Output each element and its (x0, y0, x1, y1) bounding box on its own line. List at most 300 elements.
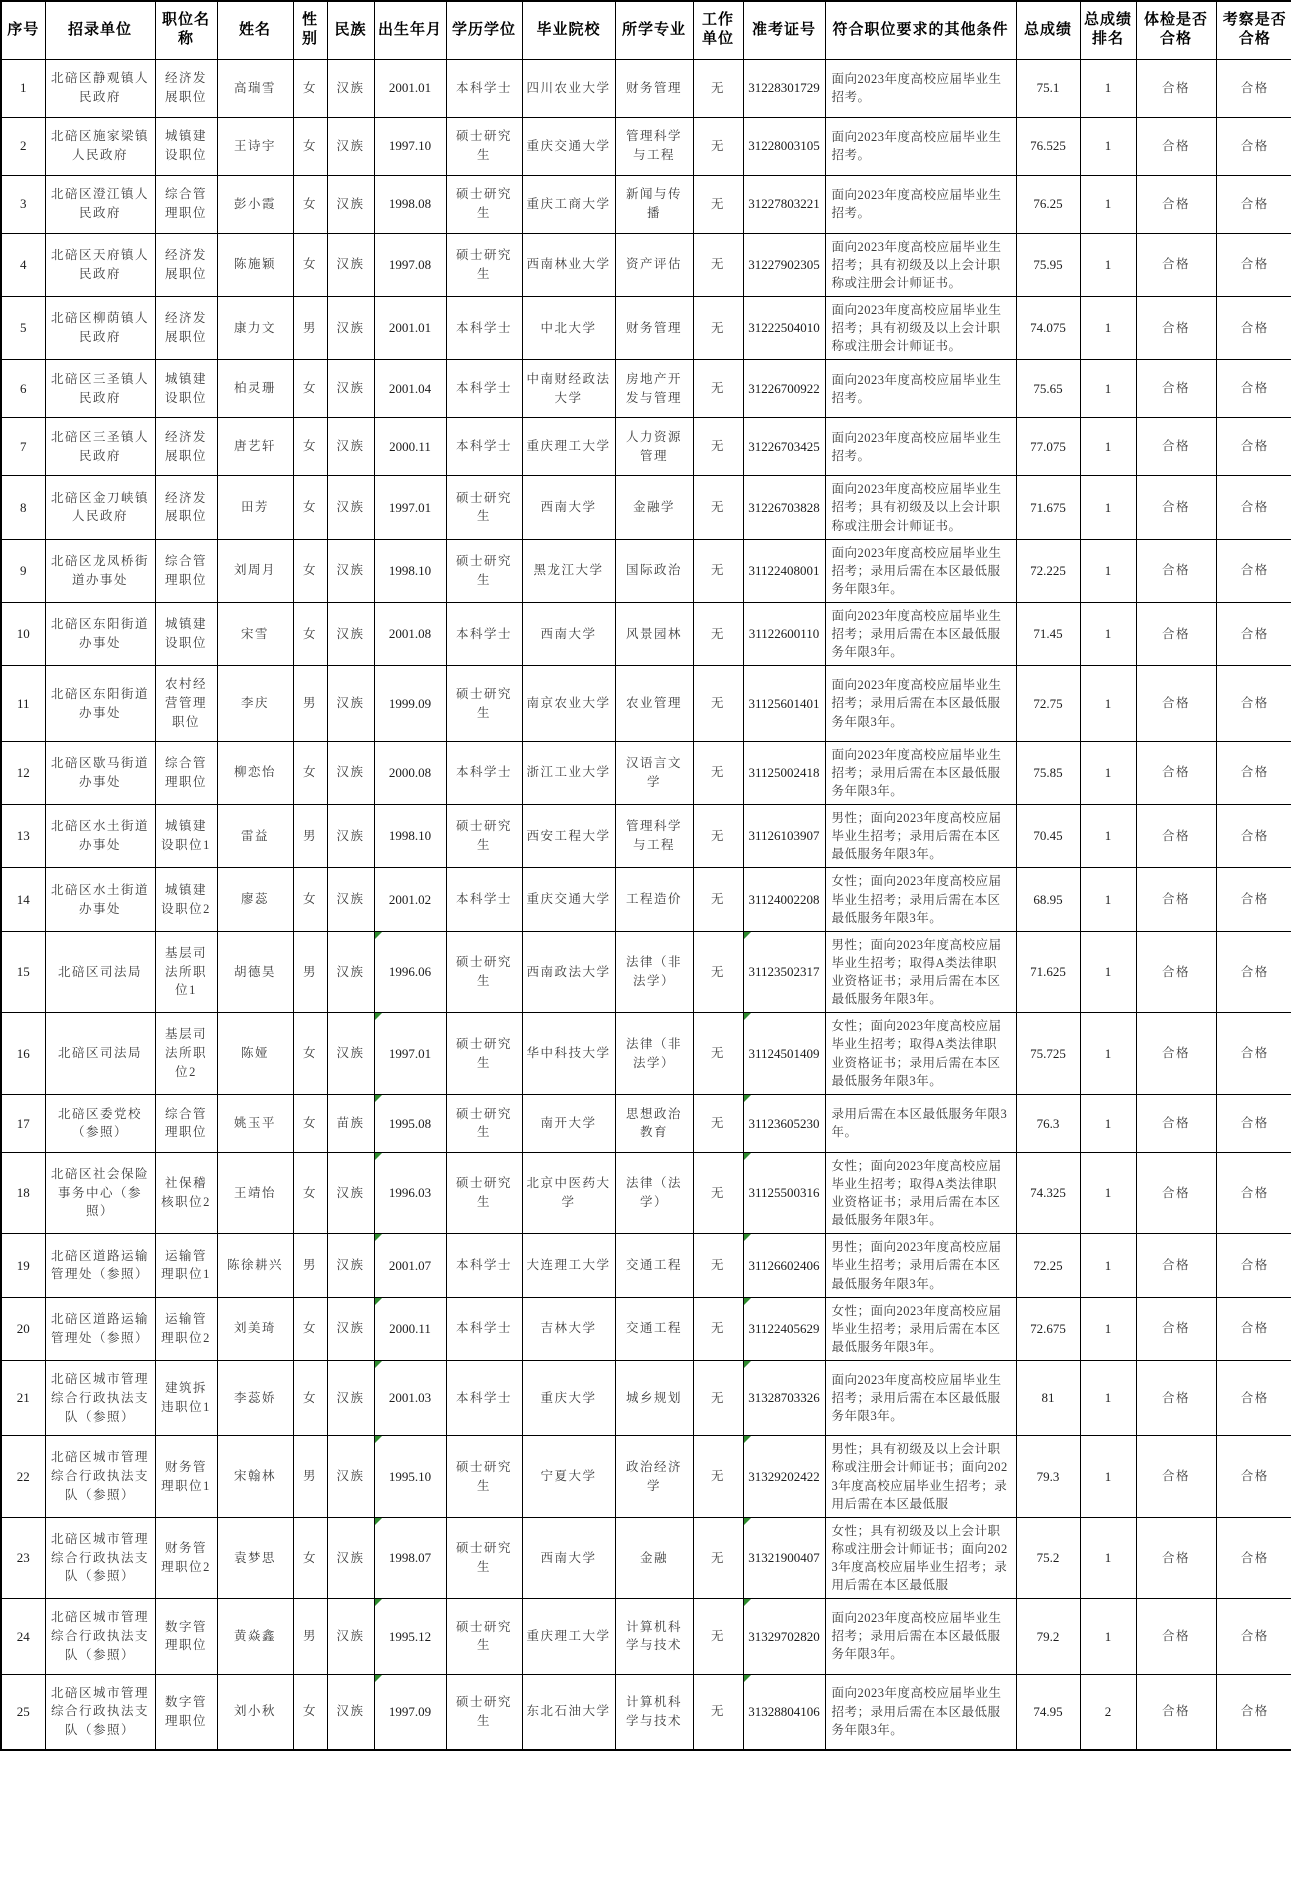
cell-text: 女性；面向2023年度高校应届毕业生招考；录用后需在本区最低服务年限3年。 (831, 874, 1002, 925)
cell-text: 1 (1104, 499, 1112, 515)
cell-position (155, 868, 217, 931)
cell-text: 31227803221 (748, 196, 820, 212)
cell-text: 面向2023年度高校应届毕业生招考；录用后需在本区最低服务年限3年。 (831, 1611, 1002, 1662)
cell-school (522, 868, 615, 931)
cell-text: 柏灵珊 (233, 381, 276, 396)
cell-text: 陈徐耕兴 (226, 1258, 283, 1273)
cell-text: 宋雪 (240, 626, 269, 641)
cell-text: 1 (20, 80, 27, 96)
cell-text: 女 (302, 138, 317, 153)
cell-position (155, 1361, 217, 1436)
cell-name (217, 603, 293, 666)
table-row (1, 1094, 1291, 1152)
cell-score (1016, 741, 1080, 804)
cell-text: 本科学士 (455, 626, 512, 641)
cell-birth (374, 1436, 446, 1518)
cell-text: 1995.10 (388, 1468, 432, 1484)
cell-physical (1136, 1297, 1216, 1360)
cell-text: 1 (1104, 381, 1112, 396)
cell-text: 女 (302, 1115, 317, 1130)
cell-text: 31123605230 (748, 1115, 820, 1131)
cell-score (1016, 1152, 1080, 1234)
cell-text: 女 (302, 563, 317, 578)
cell-rank (1080, 233, 1136, 296)
cell-major (615, 1361, 693, 1436)
cell-index (1, 360, 45, 418)
cell-inspection (1216, 666, 1291, 741)
cell-text: 重庆工商大学 (526, 196, 611, 211)
cell-text: 交通工程 (625, 1258, 682, 1273)
cell-position (155, 1599, 217, 1674)
cell-degree (446, 175, 522, 233)
cell-text: 汉族 (336, 320, 365, 335)
cell-text: 合格 (1161, 1046, 1190, 1061)
cell-physical (1136, 805, 1216, 868)
cell-work_unit (693, 1297, 743, 1360)
cell-ticket (743, 1599, 825, 1674)
cell-score (1016, 1013, 1080, 1095)
header-row (1, 1, 1291, 59)
cell-school (522, 1599, 615, 1674)
cell-name (217, 59, 293, 117)
cell-ethnicity (327, 233, 374, 296)
cell-conditions (825, 1297, 1016, 1360)
cell-ethnicity (327, 117, 374, 175)
cell-score (1016, 1297, 1080, 1360)
cell-text: 2 (20, 138, 27, 154)
cell-physical (1136, 1094, 1216, 1152)
cell-text: 1997.01 (388, 499, 432, 515)
cell-text: 5 (20, 320, 27, 336)
cell-unit (45, 296, 155, 359)
cell-text: 廖蕊 (240, 892, 269, 907)
cell-position (155, 1674, 217, 1750)
cell-text: 北碚区城市管理综合行政执法支队（参照） (50, 1372, 149, 1424)
column-header-degree: 学历学位 (446, 1, 522, 59)
cell-ticket (743, 418, 825, 476)
cell-position (155, 666, 217, 741)
cell-ethnicity (327, 1517, 374, 1599)
cell-work_unit (693, 476, 743, 539)
cell-text: 西安工程大学 (526, 828, 611, 843)
cell-text: 汉族 (336, 1185, 365, 1200)
cell-text: 财务管理职位2 (161, 1541, 211, 1574)
cell-ethnicity (327, 1234, 374, 1297)
cell-text: 合格 (1240, 381, 1269, 396)
cell-degree (446, 59, 522, 117)
cell-text: 合格 (1161, 1321, 1190, 1336)
cell-major (615, 1094, 693, 1152)
cell-flag-triangle-icon (375, 1361, 382, 1368)
cell-rank (1080, 539, 1136, 602)
cell-text: 国际政治 (625, 563, 682, 578)
cell-conditions (825, 1674, 1016, 1750)
cell-text: 北碚区司法局 (57, 964, 142, 979)
cell-name (217, 1361, 293, 1436)
cell-degree (446, 931, 522, 1013)
cell-text: 北碚区东阳街道办事处 (50, 686, 149, 720)
cell-birth (374, 1599, 446, 1674)
cell-gender (293, 603, 327, 666)
cell-text: 1 (1104, 439, 1112, 454)
cell-inspection (1216, 1152, 1291, 1234)
cell-text: 男性；面向2023年度高校应届毕业生招考；录用后需在本区最低服务年限3年。 (831, 1240, 1002, 1291)
cell-text: 无 (710, 1629, 725, 1643)
cell-school (522, 1361, 615, 1436)
cell-text: 19 (16, 1257, 30, 1273)
cell-ticket (743, 296, 825, 359)
column-header-conditions: 符合职位要求的其他条件 (825, 1, 1016, 59)
cell-rank (1080, 1674, 1136, 1750)
cell-ticket (743, 360, 825, 418)
cell-inspection (1216, 868, 1291, 931)
cell-flag-triangle-icon (744, 1361, 751, 1368)
cell-text: 男性；具有初级及以上会计职称或注册会计师证书；面向2023年度高校应届毕业生招考；录用后需在本区最低服 (831, 1442, 1008, 1511)
cell-physical (1136, 1361, 1216, 1436)
cell-position (155, 59, 217, 117)
cell-name (217, 868, 293, 931)
cell-ethnicity (327, 931, 374, 1013)
cell-text: 31329702820 (748, 1628, 820, 1644)
cell-ticket (743, 868, 825, 931)
cell-position (155, 1436, 217, 1518)
cell-text: 计算机科学与技术 (625, 1619, 682, 1653)
cell-text: 汉族 (336, 1258, 365, 1273)
cell-gender (293, 1152, 327, 1234)
cell-text: 9 (20, 563, 27, 579)
cell-position (155, 1013, 217, 1095)
cell-ticket (743, 1297, 825, 1360)
cell-text: 工程造价 (625, 892, 682, 907)
table-row (1, 931, 1291, 1013)
cell-flag-triangle-icon (375, 1518, 382, 1525)
cell-text: 中北大学 (540, 320, 597, 335)
cell-index (1, 1152, 45, 1234)
cell-unit (45, 741, 155, 804)
cell-text: 71.625 (1030, 964, 1066, 980)
cell-work_unit (693, 805, 743, 868)
cell-name (217, 476, 293, 539)
cell-text: 合格 (1161, 257, 1190, 272)
cell-gender (293, 175, 327, 233)
cell-unit (45, 233, 155, 296)
cell-index (1, 59, 45, 117)
cell-text: 吉林大学 (540, 1321, 597, 1336)
cell-index (1, 868, 45, 931)
table-row (1, 1599, 1291, 1674)
cell-inspection (1216, 1517, 1291, 1599)
cell-unit (45, 1599, 155, 1674)
cell-flag-triangle-icon (744, 1095, 751, 1102)
cell-text: 合格 (1240, 138, 1269, 153)
cell-text: 合格 (1240, 80, 1269, 95)
cell-text: 北碚区龙凤桥街道办事处 (50, 554, 149, 587)
cell-text: 女 (302, 1390, 317, 1405)
cell-ticket (743, 175, 825, 233)
cell-text: 无 (710, 964, 725, 979)
column-header-school: 毕业院校 (522, 1, 615, 59)
cell-text: 31226700922 (748, 381, 820, 396)
cell-text: 经济发展职位 (164, 247, 207, 281)
cell-text: 硕士研究生 (455, 955, 512, 988)
table-row (1, 1674, 1291, 1750)
cell-text: 男 (302, 828, 317, 843)
cell-ethnicity (327, 539, 374, 602)
cell-work_unit (693, 59, 743, 117)
cell-text: 13 (16, 828, 30, 844)
cell-rank (1080, 418, 1136, 476)
cell-major (615, 1234, 693, 1297)
cell-text: 79.3 (1036, 1468, 1060, 1484)
cell-ticket (743, 1361, 825, 1436)
cell-physical (1136, 1152, 1216, 1234)
cell-text: 北碚区社会保险事务中心（参照） (50, 1166, 149, 1219)
cell-rank (1080, 741, 1136, 804)
cell-ethnicity (327, 1094, 374, 1152)
cell-gender (293, 1674, 327, 1750)
column-header-name: 姓名 (217, 1, 293, 59)
cell-school (522, 1436, 615, 1518)
cell-index (1, 1234, 45, 1297)
cell-text: 72.225 (1030, 563, 1066, 579)
cell-position (155, 539, 217, 602)
cell-birth (374, 418, 446, 476)
cell-work_unit (693, 1517, 743, 1599)
cell-text: 男 (302, 964, 317, 979)
cell-gender (293, 1517, 327, 1599)
cell-ethnicity (327, 666, 374, 741)
cell-text: 无 (710, 696, 725, 711)
cell-text: 女 (302, 1321, 317, 1336)
cell-text: 76.525 (1030, 138, 1066, 154)
cell-work_unit (693, 666, 743, 741)
table-row (1, 1234, 1291, 1297)
cell-major (615, 1297, 693, 1360)
cell-flag-triangle-icon (375, 1153, 382, 1160)
cell-work_unit (693, 931, 743, 1013)
cell-degree (446, 666, 522, 741)
cell-text: 运输管理职位2 (161, 1312, 211, 1345)
cell-text: 汉族 (336, 439, 365, 454)
cell-text: 合格 (1240, 1046, 1269, 1061)
cell-birth (374, 868, 446, 931)
cell-text: 2000.11 (389, 439, 431, 454)
table-row (1, 476, 1291, 539)
cell-unit (45, 1674, 155, 1750)
cell-gender (293, 296, 327, 359)
cell-text: 7 (20, 439, 27, 454)
cell-text: 基层司法所职位1 (164, 945, 207, 998)
cell-rank (1080, 175, 1136, 233)
cell-text: 1997.08 (388, 256, 432, 272)
cell-text: 31125002418 (748, 765, 820, 781)
cell-score (1016, 117, 1080, 175)
cell-text: 合格 (1240, 1185, 1269, 1200)
cell-text: 经济发展职位 (164, 490, 207, 524)
cell-ticket (743, 805, 825, 868)
cell-text: 2 (1104, 1703, 1112, 1719)
cell-text: 法律（非法学） (625, 955, 682, 988)
cell-gender (293, 1297, 327, 1360)
cell-text: 面向2023年度高校应届毕业生招考；录用后需在本区最低服务年限3年。 (831, 545, 1002, 596)
cell-text: 合格 (1240, 1469, 1269, 1484)
cell-text: 华中科技大学 (526, 1046, 611, 1061)
cell-text: 合格 (1240, 257, 1269, 272)
cell-text: 硕士研究生 (455, 1036, 512, 1070)
cell-major (615, 1674, 693, 1750)
cell-text: 北碚区施家梁镇人民政府 (50, 129, 149, 162)
cell-ticket (743, 1094, 825, 1152)
cell-text: 72.25 (1033, 1257, 1063, 1273)
cell-position (155, 117, 217, 175)
cell-text: 无 (710, 626, 725, 641)
cell-text: 本科学士 (455, 1321, 512, 1336)
cell-text: 72.675 (1030, 1321, 1066, 1337)
cell-index (1, 1297, 45, 1360)
cell-text: 硕士研究生 (455, 490, 512, 524)
cell-index (1, 666, 45, 741)
cell-text: 79.2 (1036, 1628, 1060, 1644)
cell-ticket (743, 1234, 825, 1297)
cell-degree (446, 741, 522, 804)
cell-text: 1 (1104, 196, 1112, 212)
cell-text: 无 (710, 1550, 725, 1565)
cell-text: 汉族 (336, 765, 365, 780)
cell-index (1, 296, 45, 359)
cell-degree (446, 1094, 522, 1152)
cell-text: 合格 (1240, 964, 1269, 979)
cell-name (217, 1013, 293, 1095)
table-row (1, 1013, 1291, 1095)
cell-unit (45, 1436, 155, 1518)
cell-text: 汉族 (336, 1469, 365, 1484)
cell-text: 1 (1104, 1045, 1112, 1061)
column-header-index: 序号 (1, 1, 45, 59)
cell-index (1, 741, 45, 804)
cell-index (1, 1094, 45, 1152)
cell-unit (45, 360, 155, 418)
cell-text: 风景园林 (625, 626, 682, 641)
cell-text: 男 (302, 1629, 317, 1643)
cell-text: 16 (16, 1045, 30, 1061)
cell-text: 刘美琦 (233, 1321, 276, 1336)
cell-name (217, 1674, 293, 1750)
cell-text: 1 (1104, 563, 1112, 579)
cell-ticket (743, 117, 825, 175)
cell-physical (1136, 360, 1216, 418)
cell-unit (45, 418, 155, 476)
cell-text: 重庆理工大学 (526, 439, 611, 454)
cell-name (217, 1297, 293, 1360)
cell-degree (446, 805, 522, 868)
cell-major (615, 233, 693, 296)
cell-text: 南京农业大学 (526, 696, 611, 711)
cell-text: 无 (710, 381, 725, 396)
cell-text: 1998.10 (388, 828, 432, 844)
table-row (1, 59, 1291, 117)
cell-text: 25 (16, 1703, 30, 1719)
cell-major (615, 59, 693, 117)
cell-conditions (825, 418, 1016, 476)
cell-text: 本科学士 (455, 1258, 512, 1273)
cell-rank (1080, 666, 1136, 741)
cell-text: 无 (710, 1185, 725, 1200)
cell-score (1016, 603, 1080, 666)
cell-inspection (1216, 805, 1291, 868)
cell-text: 西南林业大学 (526, 257, 611, 272)
cell-index (1, 1013, 45, 1095)
cell-text: 北碚区水土街道办事处 (50, 882, 149, 916)
cell-text: 无 (710, 196, 725, 211)
cell-text: 重庆交通大学 (526, 138, 611, 153)
cell-inspection (1216, 117, 1291, 175)
cell-text: 重庆交通大学 (526, 892, 611, 907)
cell-text: 彭小霞 (233, 196, 276, 211)
cell-school (522, 1297, 615, 1360)
cell-position (155, 476, 217, 539)
cell-flag-triangle-icon (744, 932, 751, 939)
cell-text: 北碚区道路运输管理处（参照） (50, 1248, 149, 1282)
cell-text: 合格 (1240, 1258, 1269, 1273)
cell-text: 运输管理职位1 (161, 1248, 211, 1282)
cell-text: 1 (1104, 1321, 1112, 1337)
cell-text: 31222504010 (748, 320, 820, 336)
cell-text: 综合管理职位 (164, 187, 207, 220)
cell-gender (293, 868, 327, 931)
cell-school (522, 59, 615, 117)
cell-text: 硕士研究生 (455, 247, 512, 281)
cell-birth (374, 1517, 446, 1599)
cell-text: 黄焱鑫 (233, 1629, 276, 1643)
table-row (1, 1436, 1291, 1518)
cell-birth (374, 296, 446, 359)
cell-text: 西南大学 (540, 1550, 597, 1565)
cell-text: 胡德昊 (233, 964, 276, 979)
cell-text: 汉族 (336, 1704, 365, 1719)
cell-gender (293, 741, 327, 804)
table-row (1, 1361, 1291, 1436)
cell-text: 本科学士 (455, 1390, 512, 1405)
cell-conditions (825, 1517, 1016, 1599)
cell-degree (446, 418, 522, 476)
cell-text: 2000.11 (389, 1321, 431, 1337)
cell-score (1016, 360, 1080, 418)
cell-conditions (825, 233, 1016, 296)
cell-text: 75.1 (1036, 80, 1060, 96)
cell-conditions (825, 539, 1016, 602)
cell-school (522, 539, 615, 602)
cell-text: 黑龙江大学 (533, 563, 604, 578)
cell-major (615, 476, 693, 539)
cell-text: 面向2023年度高校应届毕业生招考；录用后需在本区最低服务年限3年。 (831, 747, 1002, 798)
table-row (1, 603, 1291, 666)
cell-text: 合格 (1161, 765, 1190, 780)
cell-degree (446, 1013, 522, 1095)
cell-text: 汉族 (336, 500, 365, 515)
cell-ticket (743, 741, 825, 804)
cell-birth (374, 1152, 446, 1234)
cell-text: 康力文 (233, 320, 276, 335)
cell-text: 北碚区水土街道办事处 (50, 819, 149, 853)
cell-text: 1 (1104, 695, 1112, 711)
cell-ticket (743, 59, 825, 117)
cell-text: 1 (1104, 964, 1112, 980)
cell-physical (1136, 868, 1216, 931)
cell-text: 31329202422 (748, 1468, 820, 1484)
cell-text: 北京中医药大学 (526, 1176, 611, 1209)
cell-index (1, 805, 45, 868)
cell-flag-triangle-icon (744, 1234, 751, 1241)
